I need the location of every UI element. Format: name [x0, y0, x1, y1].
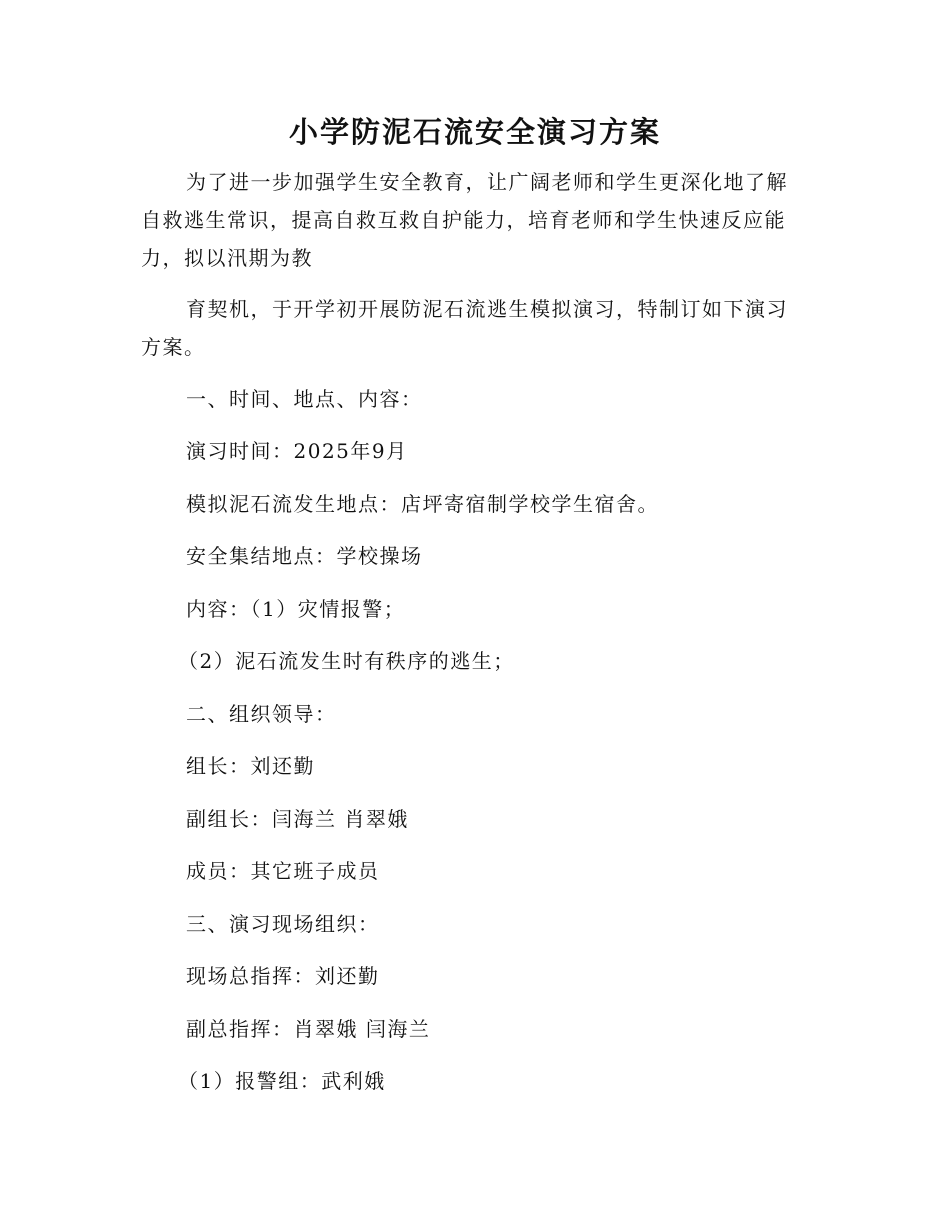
section-heading-time-place-content: 一、时间、地点、内容： — [186, 387, 423, 411]
assembly-point-line: 安全集结地点：学校操场 — [186, 544, 423, 568]
intro-paragraph-2: 育契机，于开学初开展防泥石流逃生模拟演习，特制订如下演习方案。 — [141, 297, 788, 359]
content-item-1-line: 内容：（1）灾情报警； — [186, 597, 406, 621]
drill-time-line: 演习时间：2025年9月 — [186, 439, 408, 463]
members-line: 成员：其它班子成员 — [186, 859, 380, 883]
drill-location-line: 模拟泥石流发生地点：店坪寄宿制学校学生宿舍。 — [186, 492, 659, 516]
section-heading-organization: 二、组织领导： — [186, 702, 337, 726]
document-title: 小学防泥石流安全演习方案 — [288, 115, 661, 149]
deputy-leader-line: 副组长：闫海兰 肖翠娥 — [186, 807, 409, 831]
alarm-team-line: （1）报警组：武利娥 — [178, 1069, 386, 1093]
intro-paragraph-1: 为了进一步加强学生安全教育，让广阔老师和学生更深化地了解自救逃生常识，提高自救互救自护能力，培育老师和学生快速反应能力，拟以汛期为教 — [141, 170, 788, 270]
content-item-2-line: （2）泥石流发生时有秩序的逃生； — [178, 649, 515, 673]
deputy-commander-line: 副总指挥：肖翠娥 闫海兰 — [186, 1017, 431, 1041]
section-heading-onsite-organization: 三、演习现场组织： — [186, 912, 380, 936]
onsite-commander-line: 现场总指挥：刘还勤 — [186, 964, 380, 988]
team-leader-line: 组长：刘还勤 — [186, 754, 315, 778]
